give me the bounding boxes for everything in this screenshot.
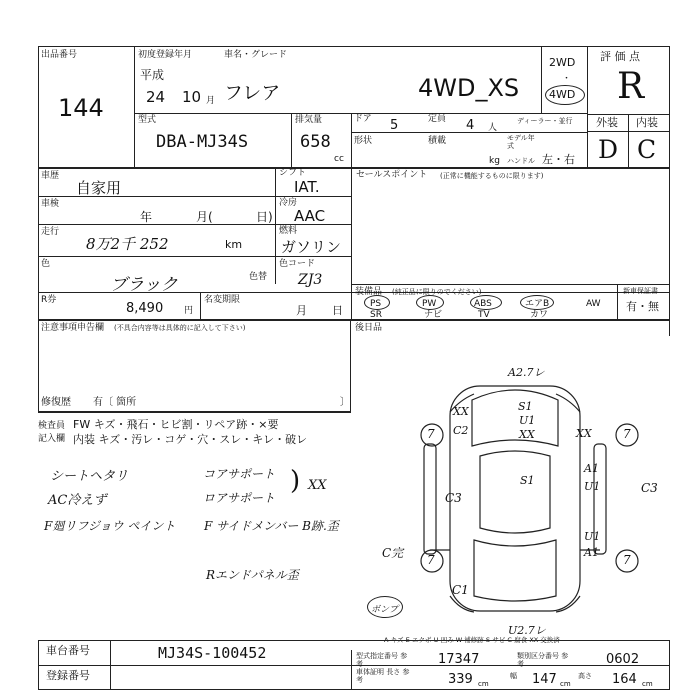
yen-unit: 円 <box>184 306 194 316</box>
era: 平成 <box>140 68 165 82</box>
equipment-note: (純正品に限りのでください) <box>392 288 482 296</box>
equip-abs-circle <box>470 295 502 310</box>
mileage: 8万2千 252 <box>86 235 169 253</box>
expiry-month: 月 <box>296 304 307 317</box>
lot-number: 144 <box>58 94 104 122</box>
spare-circle <box>367 596 403 618</box>
fuel: ガソリン <box>281 238 342 256</box>
equip-ps: PS <box>370 299 382 309</box>
damage-mark-bumper: ボンプ <box>371 605 399 615</box>
handle-label: ハンドル <box>507 157 535 165</box>
damage-mark-xx-hood: XX <box>519 428 535 441</box>
equip-airbag: エアB <box>525 299 550 309</box>
height: 164 <box>612 672 637 687</box>
inspection-year: 年 <box>140 210 153 224</box>
inspection-month: 月( <box>196 210 213 224</box>
type-no-label: 類別区分番号 参考 <box>517 652 569 668</box>
drive-4wd: 4WD <box>549 88 576 101</box>
length-label: 車体証明 長さ 参考 <box>356 668 410 684</box>
remark-lower-support: ロアサポート <box>203 491 276 505</box>
damage-mark-s1-hood: S1 <box>518 400 533 413</box>
month-unit: 月 <box>206 96 216 106</box>
equip-ps-circle <box>364 295 390 310</box>
car-name: フレア <box>224 82 281 104</box>
sales-point-note: (正常に機能するものに限ります) <box>440 172 544 180</box>
mileage-label: 走行 <box>41 227 60 237</box>
damage-mark-u1-hood: U1 <box>519 414 536 427</box>
capacity-label: 定員 <box>428 114 447 124</box>
ac-label: 冷房 <box>279 198 298 208</box>
cc-unit: cc <box>334 154 344 164</box>
equip-leather: カワ <box>530 310 549 320</box>
car-name-grade-label: 車名・グレード <box>224 50 288 60</box>
drive-dot: ・ <box>562 74 572 84</box>
damage-mark-xx-fl: XX <box>453 405 469 418</box>
damage-mark-c3-right: C3 <box>641 481 658 495</box>
remark-core-support: コアサポート <box>203 467 276 481</box>
inspection-day: 日) <box>256 210 273 224</box>
height-label: 高さ <box>578 672 592 680</box>
chassis: MJ34S-100452 <box>158 644 267 662</box>
warranty-label: 新車保証書 <box>623 287 658 295</box>
damage-mark-c-complete: C完 <box>382 546 404 560</box>
drive-2wd: 2WD <box>549 56 576 69</box>
damage-mark-a1-r: A1 <box>584 462 599 475</box>
displacement-label: 排気量 <box>295 115 323 125</box>
eval-score: R <box>617 66 645 107</box>
length-cm: cm <box>478 680 489 688</box>
rear-seat-label: 後日品 <box>355 323 383 333</box>
handle-lr: 左・右 <box>542 153 575 166</box>
sales-point-label: セールスポイント <box>356 170 428 180</box>
ac: AAC <box>294 207 326 225</box>
history-label: 車歴 <box>41 171 60 181</box>
reg-year: 24 <box>146 88 166 106</box>
shift-label: シフト <box>279 168 307 178</box>
capacity: 4 <box>466 118 475 133</box>
load-label: 積載 <box>428 136 447 146</box>
doors-label: ドア <box>354 114 372 124</box>
grade: 4WD_XS <box>418 74 520 102</box>
kg-unit: kg <box>489 156 500 166</box>
repair-value: 有〔 箇所 <box>93 397 137 408</box>
damage-mark-xx-fr: XX <box>576 427 592 440</box>
class-no-label: 型式指定番号 参考 <box>356 652 408 668</box>
damage-tire-rl: 7 <box>427 553 435 567</box>
type-no: 0602 <box>606 652 640 667</box>
color-code-label: 色コード <box>279 259 316 269</box>
remark-seat: シートヘタリ <box>50 469 129 484</box>
width: 147 <box>532 672 557 687</box>
equip-pw: PW <box>422 299 437 309</box>
interior-label: 内装 <box>636 116 658 129</box>
km-unit: km <box>225 238 243 251</box>
reg-month: 10 <box>182 88 202 106</box>
inspection-label: 車検 <box>41 199 60 209</box>
damage-mark-u2: U2.7レ <box>508 624 546 637</box>
equip-navi: ナビ <box>424 310 443 320</box>
shift: IAT. <box>294 178 320 196</box>
recycle-label: R券 <box>41 295 57 305</box>
model-label: 型式 <box>138 115 157 125</box>
expiry-day: 日 <box>332 304 343 317</box>
damage-tire-fl: 7 <box>427 427 435 441</box>
damage-mark-u1-rr: U1 <box>584 530 601 543</box>
doors: 5 <box>390 118 399 133</box>
equip-aw: AW <box>586 299 601 309</box>
damage-tire-rr: 7 <box>623 553 631 567</box>
damage-legend: A-キズ E-エクボ U-凹み W-補修跡 S-サビ C-腐食 XX-交換済 <box>384 636 560 644</box>
height-cm: cm <box>642 680 653 688</box>
color-label: 色 <box>41 259 51 269</box>
reg-no-label: 登録番号 <box>46 669 90 682</box>
notes-frame <box>38 320 351 412</box>
remark-end-panel: Rエンドパネル歪 <box>206 568 299 582</box>
equipment-label: 装備品 <box>355 287 383 297</box>
width-label: 幅 <box>510 672 517 680</box>
shape-label: 形状 <box>354 136 373 146</box>
inspector-label-2: 記入欄 <box>38 434 66 444</box>
interior-score: C <box>637 135 657 164</box>
damage-mark-s1-roof: S1 <box>520 474 535 487</box>
history: 自家用 <box>76 179 122 197</box>
damage-tire-spare <box>357 590 363 600</box>
remark-brace: ) <box>290 466 301 496</box>
expiry-label: 名変期限 <box>204 295 241 305</box>
notes-sub: (不具合内容等は具体的に記入して下さい) <box>114 324 246 332</box>
equip-abs: ABS <box>474 299 492 309</box>
remark-xx: XX <box>308 478 327 493</box>
remark-ac: AC冷えず <box>48 493 107 508</box>
damage-tire-fr: 7 <box>623 427 631 441</box>
model-year-label: モデル年式 <box>507 134 535 150</box>
damage-mark-c3-left: C3 <box>445 491 462 505</box>
repair-close: 〕 <box>340 397 350 408</box>
repair-label: 修復歴 <box>41 397 71 408</box>
class-no: 17347 <box>438 652 480 667</box>
warranty-value: 有・無 <box>626 300 659 313</box>
color: ブラック <box>110 275 178 295</box>
damage-mark-a1-rr: A1 <box>584 546 599 559</box>
eval-label: 評 価 点 <box>600 50 640 63</box>
remark-front-paint: F廻リフジョウ ペイント <box>44 519 176 533</box>
color-no-label: 色替 <box>249 272 268 282</box>
damage-mark-c2: C2 <box>453 424 469 437</box>
fuel-label: 燃料 <box>279 226 298 236</box>
damage-mark-c1: C1 <box>452 583 469 597</box>
exterior-score: D <box>598 135 619 164</box>
width-cm: cm <box>560 680 571 688</box>
remark-side-member: F サイドメンバー B跡.歪 <box>204 519 339 533</box>
recycle: 8,490 <box>126 301 164 316</box>
model: DBA-MJ34S <box>156 132 249 152</box>
equip-pw-circle <box>416 295 444 310</box>
exterior-label: 外装 <box>596 116 618 129</box>
damage-mark-a2: A2.7レ <box>508 366 545 379</box>
inspector-label-1: 検査員 <box>38 421 66 431</box>
dealer-label: ディーラー・並行 <box>517 117 573 125</box>
person-unit: 人 <box>488 123 498 133</box>
displacement: 658 <box>300 132 331 152</box>
equip-airbag-circle <box>520 295 554 310</box>
equip-sr: SR <box>370 310 382 320</box>
lot-number-label: 出品番号 <box>41 50 78 60</box>
color-code: ZJ3 <box>298 272 323 288</box>
length: 339 <box>448 672 473 687</box>
notes-label: 注意事項申告欄 <box>41 323 105 333</box>
equip-tv: TV <box>478 310 490 320</box>
chassis-label: 車台番号 <box>46 644 90 657</box>
first-reg-label: 初度登録年月 <box>138 50 193 60</box>
inspector-line-2: 内装 キズ・汚レ・コゲ・穴・スレ・キレ・破レ <box>73 433 308 446</box>
inspector-line-1: FW キズ・飛石・ヒビ割・リペア跡・×要 <box>73 418 279 431</box>
damage-mark-u1-r: U1 <box>584 480 601 493</box>
